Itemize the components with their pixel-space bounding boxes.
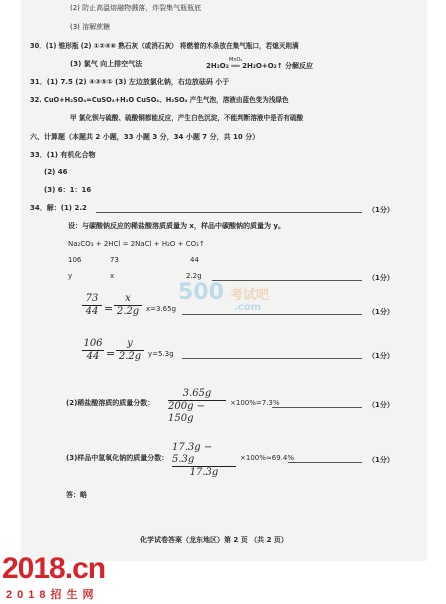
section-heading: 六、计算题（本题共 2 小题，33 小题 3 分，34 小题 7 分，共 10 分） [30, 133, 260, 141]
answer-line: (3) 6：1：16 [44, 186, 92, 194]
fraction-73-44: 73 44 [82, 293, 102, 318]
fraction-x-2.2g: x 2.2g [114, 293, 142, 318]
ratio-value: 2.2g [186, 272, 202, 280]
answer-line: 30．(1) 锥形瓶 (2) ①②④⑥ 熟石灰（或消石灰） 将燃着的木条放在集气瓶口，若熄灭则满 [30, 42, 299, 50]
answer-line: (2) 防止高温熔融物溅落，炸裂集气瓶瓶底 [70, 4, 202, 12]
answer-line: 2H₂O₂ ══ 2H₂O+O₂↑ 分解反应 [206, 62, 314, 70]
catalyst-label: MnO₂ [229, 57, 243, 63]
answer-rule [182, 358, 362, 359]
score-mark: （1分） [368, 206, 394, 214]
answer-line: 答：略 [66, 491, 87, 499]
score-mark: （1分） [368, 274, 394, 282]
answer-line: 34．解：(1) 2.2 [30, 204, 87, 212]
answer-rule [288, 462, 362, 463]
answer-line: 设：与碳酸钠反应的稀盐酸溶质质量为 x，样品中碳酸钠的质量为 y。 [68, 222, 285, 230]
result-value: x=3.65g [146, 305, 177, 313]
ratio-value: x [110, 272, 115, 280]
result-value: ×100%≈69.4% [240, 454, 294, 462]
fraction-naoh-percent: 17.3g − 5.3g 17.3g [172, 442, 236, 479]
ratio-value: 106 [68, 256, 82, 264]
answer-line: (3) 溶解蔗糖 [70, 23, 111, 31]
fraction-106-44: 106 44 [83, 338, 103, 362]
answer-line: (2) 46 [44, 168, 68, 176]
fraction-y-2.2g: y 2.2g [116, 338, 144, 363]
answer-rule [182, 314, 362, 315]
score-mark: （1分） [368, 352, 394, 360]
score-mark: （1分） [368, 456, 394, 464]
result-value: ×100%=7.3% [230, 399, 280, 407]
ratio-value: y [68, 272, 73, 280]
page-footer: 化学试卷答案（龙东地区）第 2 页 （共 2 页） [140, 536, 288, 544]
result-value: y=5.3g [148, 350, 174, 358]
fraction-hcl-percent: 3.65g 200g − 150g [168, 388, 226, 425]
answer-line: 33．(1) 有机化合物 [30, 151, 96, 159]
ratio-value: 44 [190, 256, 199, 264]
answer-line: 甲 氯化钡与硫酸、硫酸铜都能反应，产生白色沉淀，不能判断溶液中是否有硫酸 [70, 114, 304, 122]
score-mark: （1分） [368, 401, 394, 409]
watermark-logo: 500 考试吧 .com [178, 280, 270, 313]
answer-rule [212, 280, 362, 281]
answer-line: 32. CuO+H₂SO₄=CuSO₄+H₂O CuSO₄、H₂SO₄ 产生气泡，溶液由蓝色变为浅绿色 [30, 96, 289, 104]
answer-line: 31．(1) 7.5 (2) ④③⑤① (3) 左边放氯化钠，右边放砝码 小于 [30, 78, 230, 86]
answer-sheet-page [22, 0, 426, 560]
equals-sign: = [104, 302, 114, 315]
equation-line: Na₂CO₃ + 2HCl = 2NaCl + H₂O + CO₂↑ [68, 240, 205, 248]
equals-sign: = [106, 347, 116, 360]
answer-rule [96, 212, 362, 213]
site-logo: 2018.cn 2018招生网 [2, 552, 106, 601]
ratio-value: 73 [110, 256, 119, 264]
score-mark: （1分） [368, 308, 394, 316]
answer-rule [272, 407, 362, 408]
answer-line: (3)样品中氢氧化钠的质量分数： [66, 454, 169, 462]
answer-line: (3) 氯气 向上排空气法 [70, 60, 143, 68]
answer-line: (2)稀盐酸溶质的质量分数： [66, 399, 155, 407]
